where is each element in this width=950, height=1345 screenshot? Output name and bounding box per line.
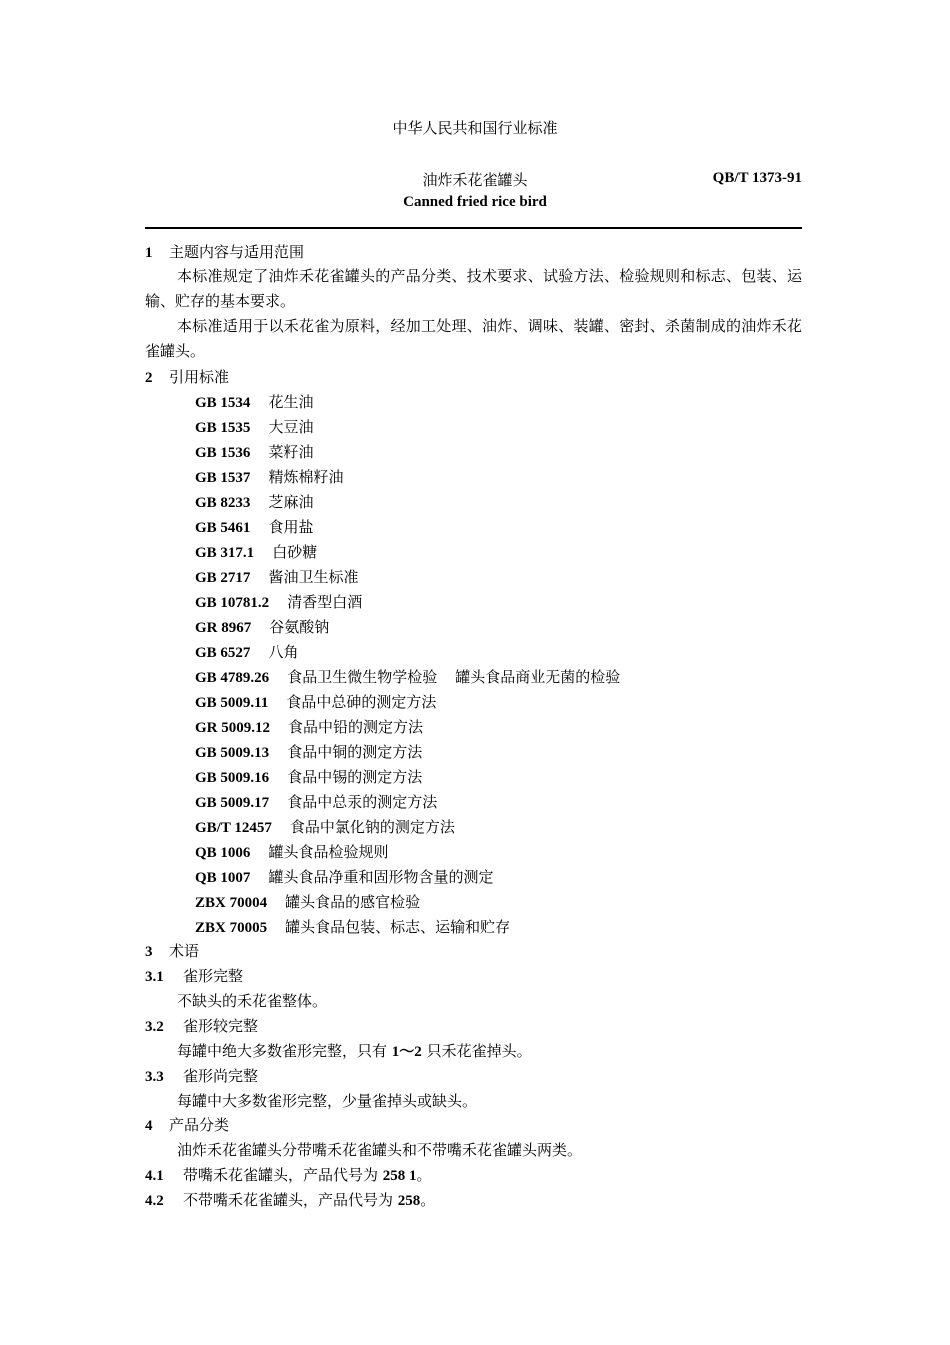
section-1-paragraph-2: 本标准适用于以禾花雀为原料，经加工处理、油炸、调味、装罐、密封、杀菌制成的油炸禾花雀罐头。 xyxy=(145,317,802,360)
reference-name: 食品中铜的测定方法 xyxy=(287,743,423,761)
reference-name: 食品中铅的测定方法 xyxy=(288,718,424,736)
classification-4-2 xyxy=(145,1190,435,1211)
reference-item xyxy=(195,917,510,938)
reference-item xyxy=(195,817,455,838)
section-number: 3 xyxy=(145,944,153,960)
reference-name: 食品中总砷的测定方法 xyxy=(286,693,437,711)
reference-item xyxy=(195,892,420,913)
reference-item xyxy=(195,592,362,613)
reference-item xyxy=(195,542,317,563)
term-number: 3.1 xyxy=(145,969,164,985)
reference-item xyxy=(195,492,313,513)
reference-item xyxy=(195,392,313,413)
reference-item xyxy=(195,567,358,588)
definition-text: 每罐中绝大多数雀形完整，只有 xyxy=(177,1042,392,1060)
section-2-heading xyxy=(145,367,229,388)
reference-code: GB 1534 xyxy=(195,395,251,411)
term-title: 雀形尚完整 xyxy=(183,1067,259,1085)
reference-name: 罐头食品的感官检验 xyxy=(285,893,421,911)
reference-code: GB 5009.13 xyxy=(195,745,270,761)
reference-item xyxy=(195,842,388,863)
section-3-heading xyxy=(145,941,199,962)
section-title: 主题内容与适用范围 xyxy=(169,243,305,261)
reference-name: 芝麻油 xyxy=(268,493,314,511)
reference-item xyxy=(195,467,343,488)
reference-name: 精炼棉籽油 xyxy=(268,468,344,486)
reference-code: GB 4789.26 xyxy=(195,670,270,686)
header-divider xyxy=(145,227,802,229)
reference-item xyxy=(195,667,620,688)
definition-text-end: 只禾花雀掉头。 xyxy=(421,1042,532,1060)
term-3-1-heading xyxy=(145,966,243,987)
reference-name: 食品卫生微生物学检验 xyxy=(287,668,438,686)
reference-name: 八角 xyxy=(268,643,299,661)
section-number: 4 xyxy=(145,1118,153,1134)
reference-name: 食用盐 xyxy=(268,518,314,536)
reference-name: 大豆油 xyxy=(268,418,314,436)
reference-item xyxy=(195,617,329,638)
term-number: 3.2 xyxy=(145,1019,164,1035)
reference-code: QB 1006 xyxy=(195,845,251,861)
section-4-intro: 油炸禾花雀罐头分带嘴禾花雀罐头和不带嘴禾花雀罐头两类。 xyxy=(177,1141,583,1159)
reference-item xyxy=(195,792,437,813)
term-3-1-definition: 不缺头的禾花雀整体。 xyxy=(177,992,328,1010)
reference-code: GR 5009.12 xyxy=(195,720,270,736)
reference-name: 白砂糖 xyxy=(272,543,318,561)
item-number: 4.2 xyxy=(145,1193,164,1209)
section-1-paragraph-1: 本标准规定了油炸禾花雀罐头的产品分类、技术要求、试验方法、检验规则和标志、包装、运输、贮存的基本要求。 xyxy=(145,267,802,310)
product-code: 258 xyxy=(397,1193,421,1209)
section-title: 引用标准 xyxy=(169,368,230,386)
reference-code: GR 8967 xyxy=(195,620,252,636)
reference-name: 谷氨酸钠 xyxy=(269,618,330,636)
reference-item xyxy=(195,517,313,538)
term-3-3-definition: 每罐中大多数雀形完整，少量雀掉头或缺头。 xyxy=(177,1092,478,1110)
reference-code: GB 1535 xyxy=(195,420,251,436)
reference-item xyxy=(195,717,423,738)
standard-code: QB/T 1373-91 xyxy=(712,170,802,186)
item-end: 。 xyxy=(420,1191,436,1209)
reference-code: ZBX 70004 xyxy=(195,895,268,911)
reference-item xyxy=(195,417,313,438)
reference-name: 花生油 xyxy=(268,393,314,411)
term-3-2-heading xyxy=(145,1016,258,1037)
item-text: 带嘴禾花雀罐头，产品代号为 xyxy=(183,1166,383,1184)
definition-count: 1～2 xyxy=(391,1044,422,1060)
reference-code: GB 2717 xyxy=(195,570,251,586)
classification-4-1 xyxy=(145,1165,432,1186)
term-title: 雀形较完整 xyxy=(183,1017,259,1035)
reference-item xyxy=(195,692,436,713)
item-text: 不带嘴禾花雀罐头，产品代号为 xyxy=(183,1191,398,1209)
term-number: 3.3 xyxy=(145,1069,164,1085)
reference-name: 罐头食品净重和固形物含量的测定 xyxy=(268,868,494,886)
reference-code: GB/T 12457 xyxy=(195,820,272,836)
item-number: 4.1 xyxy=(145,1168,164,1184)
section-title: 术语 xyxy=(169,942,200,960)
reference-code: GB 10781.2 xyxy=(195,595,270,611)
term-3-2-definition xyxy=(177,1041,532,1062)
product-code: 258 1 xyxy=(382,1168,417,1184)
reference-name: 罐头食品包装、标志、运输和贮存 xyxy=(285,918,511,936)
reference-name-secondary: 罐头食品商业无菌的检验 xyxy=(455,668,621,686)
reference-code: GB 6527 xyxy=(195,645,251,661)
reference-item xyxy=(195,767,422,788)
reference-name: 酱油卫生标准 xyxy=(268,568,359,586)
issuer-title: 中华人民共和国行业标准 xyxy=(392,119,558,137)
reference-item xyxy=(195,642,298,663)
reference-code: ZBX 70005 xyxy=(195,920,268,936)
section-number: 1 xyxy=(145,245,153,261)
reference-code: GB 5009.16 xyxy=(195,770,270,786)
reference-code: GB 5009.11 xyxy=(195,695,269,711)
reference-item xyxy=(195,442,313,463)
reference-code: GB 5461 xyxy=(195,520,251,536)
reference-item xyxy=(195,867,493,888)
reference-code: GB 1536 xyxy=(195,445,251,461)
reference-item xyxy=(195,742,422,763)
section-4-heading xyxy=(145,1115,229,1136)
reference-name: 食品中总汞的测定方法 xyxy=(287,793,438,811)
item-end: 。 xyxy=(416,1166,432,1184)
section-number: 2 xyxy=(145,370,153,386)
reference-code: QB 1007 xyxy=(195,870,251,886)
section-1-heading xyxy=(145,242,304,263)
reference-name: 食品中锡的测定方法 xyxy=(287,768,423,786)
section-title: 产品分类 xyxy=(169,1116,230,1134)
reference-code: GB 5009.17 xyxy=(195,795,270,811)
reference-code: GB 317.1 xyxy=(195,545,255,561)
reference-name: 罐头食品检验规则 xyxy=(268,843,389,861)
term-title: 雀形完整 xyxy=(183,967,244,985)
reference-name: 清香型白酒 xyxy=(287,593,363,611)
standard-title-cn: 油炸禾花雀罐头 xyxy=(422,171,528,189)
reference-code: GB 1537 xyxy=(195,470,251,486)
reference-name: 菜籽油 xyxy=(268,443,314,461)
reference-code: GB 8233 xyxy=(195,495,251,511)
term-3-3-heading xyxy=(145,1066,258,1087)
reference-name: 食品中氯化钠的测定方法 xyxy=(289,818,455,836)
standard-title-en: Canned fried rice bird xyxy=(403,194,547,210)
